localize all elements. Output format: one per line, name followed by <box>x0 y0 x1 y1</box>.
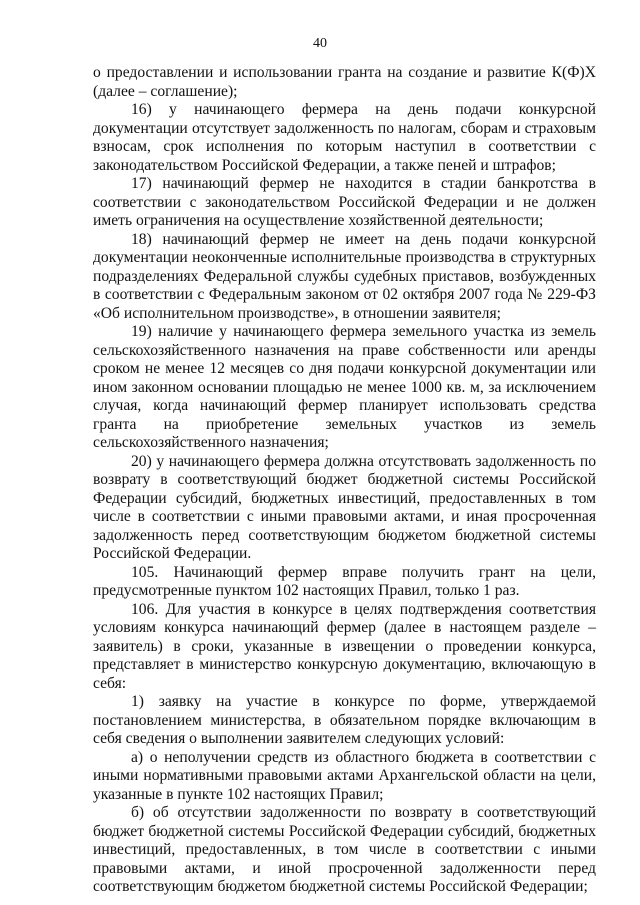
page-number: 40 <box>313 36 327 51</box>
paragraph-item-18: 18) начинающий фермер не имеет на день подачи конкурсной документации неоконченные исполнительные производства в структурных подразделениях Федеральной службы судебных приставов, возбужденных в соответствии с Федеральным законом от 02 октября 2007 года № 229-ФЗ «Об исполнительном производстве», в отношении заявителя; <box>93 230 596 322</box>
paragraph-grant-agreement: о предоставлении и использовании гранта на создание и развитие К(Ф)Х (далее – соглашение); <box>93 64 596 100</box>
paragraph-item-16: 16) у начинающего фермера на день подачи конкурсной документации отсутствует задолженность по налогам, сборам и страховым взносам, срок исполнения по которым наступил в соответствии с законодательством Российской Федерации, а также пеней и штрафов; <box>93 101 596 174</box>
paragraph-subitem-b: б) об отсутствии задолженности по возврату в соответствующий бюджет бюджетной системы Российской Федерации субсидий, бюджетных инвестиций, предоставленных, в том числе в соответствии с иными правовыми актами, и иной просроченной задолженности перед соответствующим бюджетом бюджетной системы Российской Федерации; <box>93 804 596 895</box>
paragraph-item-19: 19) наличие у начинающего фермера земельного участка из земель сельскохозяйственного назначения на праве собственности или аренды сроком не менее 12 месяцев со дня подачи конкурсной документации или ином законном основании площадью не менее 1000 кв. м, за исключением случая, когда начинающий фермер планирует использовать средства гранта на приобретение земельных участков из земель сельскохозяйственного назначения; <box>93 323 596 451</box>
paragraph-item-20: 20) у начинающего фермера должна отсутствовать задолженность по возврату в соответствующий бюджет бюджетной системы Российской Федерации субсидий, бюджетных инвестиций, предоставленных в том числе в соответствии с иными правовыми актами, и иная просроченная задолженность перед соответствующим бюджетом бюджетной системы Российской Федерации. <box>93 452 596 562</box>
paragraph-subitem-a: а) о неполучении средств из областного бюджета в соответствии с иными нормативными правовыми актами Архангельской области на цели, указанные в пункте 102 настоящих Правил; <box>93 748 596 803</box>
document-body <box>93 64 596 897</box>
paragraph-clause-105: 105. Начинающий фермер вправе получить грант на цели, предусмотренные пунктом 102 настоящих Правил, только 1 раз. <box>93 563 596 599</box>
paragraph-subitem-1: 1) заявку на участие в конкурсе по форме, утверждаемой постановлением министерства, в обязательном порядке включающим в себя сведения о выполнении заявителем следующих условий: <box>93 693 596 747</box>
paragraph-clause-106: 106. Для участия в конкурсе в целях подтверждения соответствия условиям конкурса начинающий фермер (далее в настоящем разделе – заявитель) в сроки, указанные в извещении о проведении конкурса, представляет в министерство конкурсную документацию, включающую в себя: <box>93 600 596 692</box>
paragraph-item-17: 17) начинающий фермер не находится в стадии банкротства в соответствии с законодательством Российской Федерации и не должен иметь ограничения на осуществление хозяйственной деятельности; <box>93 175 596 229</box>
